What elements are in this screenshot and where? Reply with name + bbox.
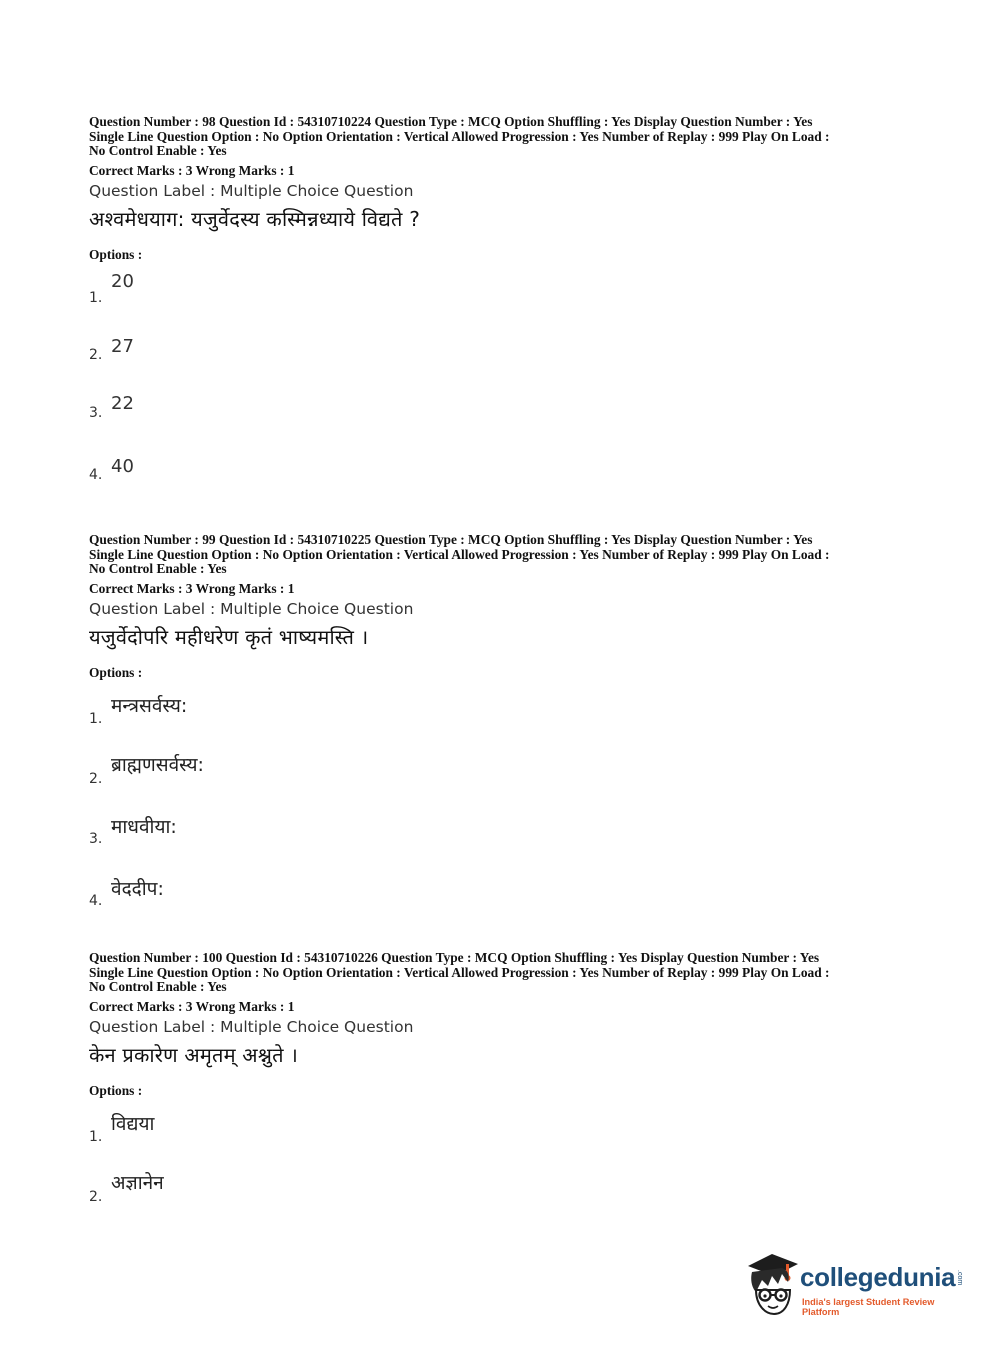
option-text: विद्यया [111,1113,155,1136]
options-list [89,689,919,937]
option-item[interactable] [89,751,919,813]
option-text: मन्त्रसर्वस्य: [111,695,188,718]
options-heading: Options : [89,247,143,263]
option-number: 3. [89,405,103,422]
question-meta-line: Question Number : 100 Question Id : 54310710226 Question Type : MCQ Option Shuffling : Yes Display Question Number : Yes [89,950,820,965]
option-item[interactable] [89,1107,919,1169]
option-number: 2. [89,1189,103,1206]
question-text: अश्वमेधयाग: यजुर्वेदस्य कस्मिन्नध्याये विद्यते ? [89,207,421,232]
logo-tagline: India's largest Student Review Platform [802,1297,935,1317]
option-text: माधवीया: [111,816,177,839]
option-item[interactable] [89,813,919,875]
option-number: 1. [89,1129,103,1146]
collegedunia-logo [742,1250,972,1320]
options-list [89,1107,919,1231]
option-text: वेददीप: [111,878,164,901]
option-item[interactable] [89,333,919,395]
question-meta-line: No Control Enable : Yes [89,979,227,995]
question-98 [89,115,919,519]
question-marks: Correct Marks : 3 Wrong Marks : 1 [89,998,295,1014]
option-text: 22 [111,393,134,415]
options-list [89,271,919,519]
option-number: 3. [89,831,103,848]
option-number: 4. [89,467,103,484]
option-item[interactable] [89,689,919,751]
question-100 [89,951,919,1231]
option-item[interactable] [89,1169,919,1231]
option-item[interactable] [89,271,919,333]
question-99 [89,533,919,937]
question-meta-line: Question Number : 99 Question Id : 54310710225 Question Type : MCQ Option Shuffling : Yes Display Question Number : Yes [89,532,813,547]
question-meta-line: Question Number : 98 Question Id : 54310710224 Question Type : MCQ Option Shuffling : Yes Display Question Number : Yes [89,114,813,129]
option-item[interactable] [89,875,919,937]
option-text: 40 [111,456,134,478]
option-text: 27 [111,336,134,358]
logo-wordmark: collegedunia [800,1262,956,1292]
question-text: केन प्रकारेण अमृतम् अश्नुते । [89,1043,299,1068]
question-meta-line: Single Line Question Option : No Option Orientation : Vertical Allowed Progression : Yes Number of Replay : 999 Play On Load : [89,128,830,144]
option-number: 2. [89,771,103,788]
option-text: ब्राह्मणसर्वस्य: [111,754,204,777]
question-marks: Correct Marks : 3 Wrong Marks : 1 [89,162,295,178]
option-item[interactable] [89,457,919,519]
options-heading: Options : [89,665,143,681]
option-number: 2. [89,347,103,364]
option-text: अज्ञानेन [111,1172,164,1195]
options-heading: Options : [89,1083,143,1099]
option-item[interactable] [89,395,919,457]
option-number: 4. [89,893,103,910]
question-label: Question Label : Multiple Choice Question [89,182,414,201]
question-marks: Correct Marks : 3 Wrong Marks : 1 [89,580,295,596]
question-meta-line: No Control Enable : Yes [89,561,227,577]
question-label: Question Label : Multiple Choice Question [89,600,414,619]
question-text: यजुर्वेदोपरि महीधरेण कृतं भाष्यमस्ति । [89,625,369,650]
question-label: Question Label : Multiple Choice Question [89,1018,414,1037]
option-number: 1. [89,290,103,307]
question-meta-line: No Control Enable : Yes [89,143,227,159]
logo-suffix: .com [956,1270,963,1286]
option-text: 20 [111,271,134,293]
question-meta-line: Single Line Question Option : No Option Orientation : Vertical Allowed Progression : Yes Number of Replay : 999 Play On Load : [89,546,830,562]
question-meta-line: Single Line Question Option : No Option Orientation : Vertical Allowed Progression : Yes Number of Replay : 999 Play On Load : [89,964,830,980]
option-number: 1. [89,711,103,728]
mascot-icon [742,1250,804,1318]
